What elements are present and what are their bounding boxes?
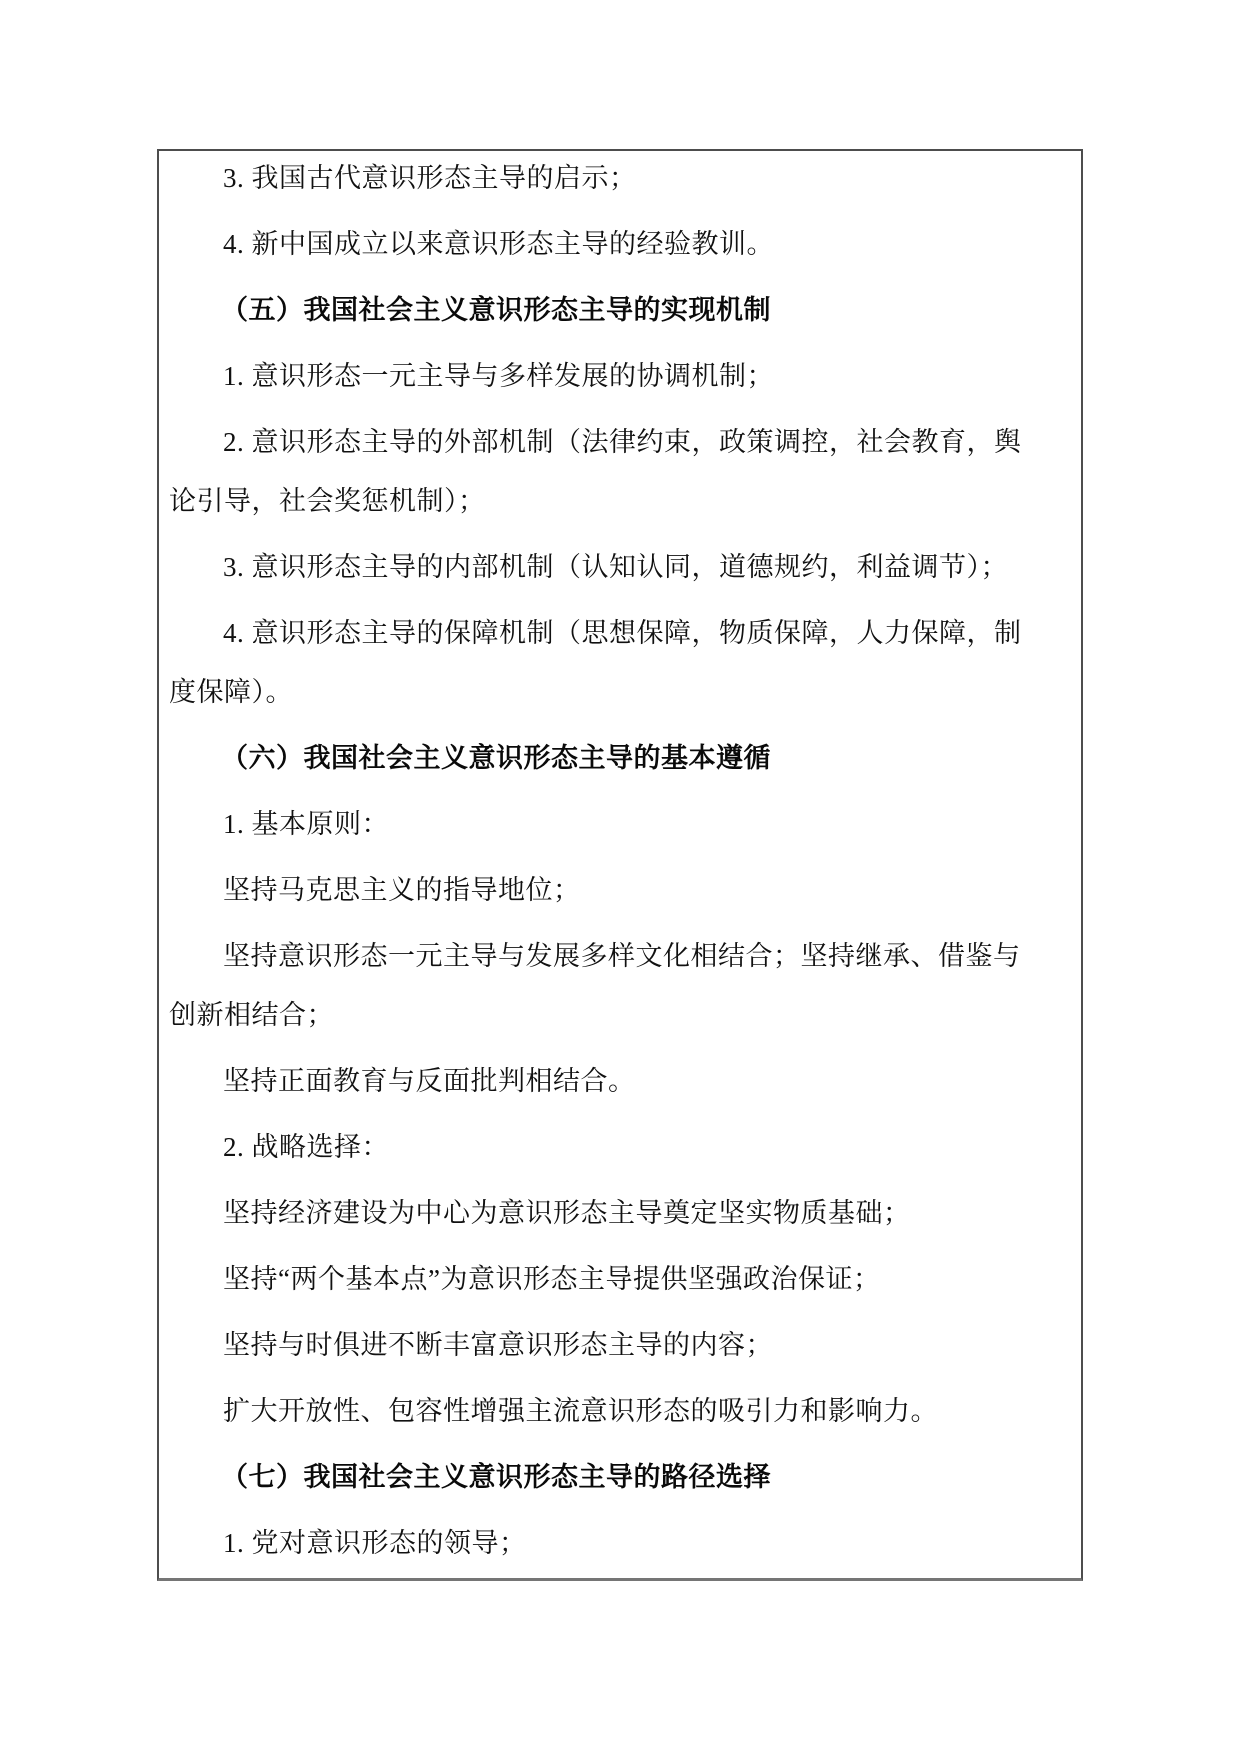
document-line: 坚持意识形态一元主导与发展多样文化相结合；坚持继承、借鉴与 (223, 941, 1021, 971)
document-line: 创新相结合； (169, 1000, 334, 1030)
document-line: 1. 党对意识形态的领导； (223, 1528, 527, 1558)
document-line: 4. 新中国成立以来意识形态主导的经验教训。 (223, 229, 774, 259)
document-line: 坚持马克思主义的指导地位； (223, 875, 581, 905)
section-heading: （七）我国社会主义意识形态主导的路径选择 (221, 1462, 771, 1492)
document-line: 1. 基本原则： (223, 809, 389, 839)
document-line: 坚持“两个基本点”为意识形态主导提供坚强政治保证； (223, 1264, 881, 1294)
document-line: 3. 意识形态主导的内部机制（认知认同，道德规约，利益调节）； (223, 552, 1008, 582)
section-heading: （五）我国社会主义意识形态主导的实现机制 (221, 295, 771, 325)
document-line: 扩大开放性、包容性增强主流意识形态的吸引力和影响力。 (223, 1396, 938, 1426)
document-line: 坚持经济建设为中心为意识形态主导奠定坚实物质基础； (223, 1198, 911, 1228)
document-line: 度保障）。 (169, 677, 293, 707)
document-line: 1. 意识形态一元主导与多样发展的协调机制； (223, 361, 774, 391)
document-line: 坚持与时俱进不断丰富意识形态主导的内容； (223, 1330, 773, 1360)
document-line: 论引导，社会奖惩机制）； (169, 486, 486, 516)
section-heading: （六）我国社会主义意识形态主导的基本遵循 (221, 743, 771, 773)
document-line: 2. 战略选择： (223, 1132, 389, 1162)
document-line: 坚持正面教育与反面批判相结合。 (223, 1066, 636, 1096)
document-line: 3. 我国古代意识形态主导的启示； (223, 163, 637, 193)
document-line: 2. 意识形态主导的外部机制（法律约束，政策调控，社会教育，舆 (223, 427, 1022, 457)
document-line: 4. 意识形态主导的保障机制（思想保障，物质保障，人力保障，制 (223, 618, 1022, 648)
